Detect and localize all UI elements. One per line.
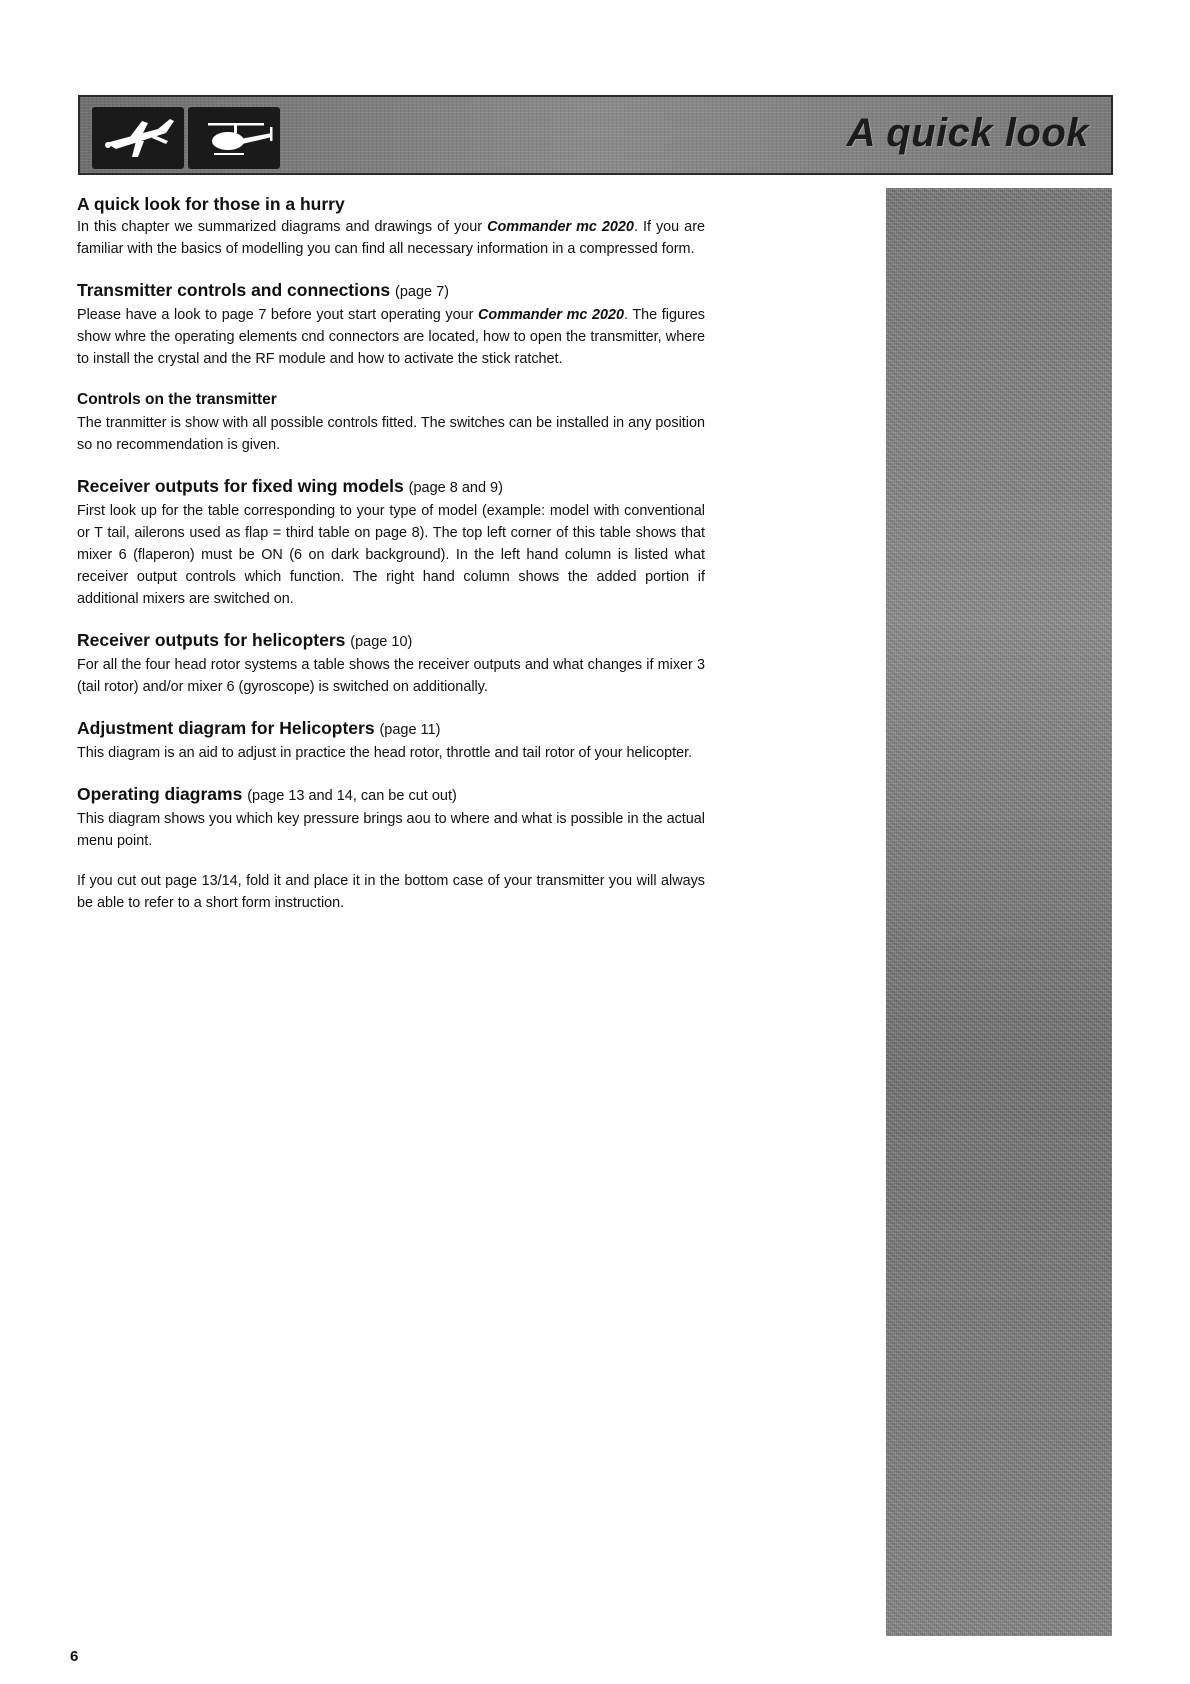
section-heading: Receiver outputs for helicopters (page 10): [77, 630, 413, 650]
decorative-side-strip: [886, 188, 1112, 1636]
section-heading: A quick look for those in a hurry: [77, 194, 345, 214]
section-heading: Operating diagrams (page 13 and 14, can be cut out): [77, 784, 457, 804]
chapter-title: A quick look: [846, 111, 1089, 155]
section-adjustment-diagram: [77, 716, 705, 764]
page-reference: (page 11): [379, 722, 441, 738]
section-paragraph: In this chapter we summarized diagrams and drawings of your Commander mc 2020. If you are familiar with the basics of modelling you can find all necessary information in a compressed form.: [77, 219, 705, 257]
section-quick-look: [77, 192, 705, 260]
section-heading: Controls on the transmitter: [77, 391, 277, 408]
page-reference: (page 7): [395, 284, 450, 300]
page-reference: (page 13 and 14, can be cut out): [247, 788, 457, 804]
section-paragraph: If you cut out page 13/14, fold it and place it in the bottom case of your transmitter you will always be able to refer to a short form instruction.: [77, 873, 705, 911]
chapter-header-bar: [78, 95, 1113, 175]
section-paragraph: First look up for the table corresponding to your type of model (example: model with conventional or T tail, ailerons used as flap = third table on page 8). The top left corner of this table shows that mixer 6 (flaperon) must be ON (6 on dark background). In the left hand column is listed what receiver output controls which function. The right hand column shows the added portion if additional mixers are switched on.: [77, 503, 705, 607]
section-heading: Adjustment diagram for Helicopters (page 11): [77, 718, 441, 738]
section-controls-on-transmitter: [77, 388, 705, 456]
main-content: [77, 192, 705, 932]
section-heading: Receiver outputs for fixed wing models (page 8 and 9): [77, 476, 503, 496]
section-heading: Transmitter controls and connections (page 7): [77, 280, 450, 300]
product-name: Commander mc 2020: [478, 307, 625, 323]
helicopter-icon: [188, 107, 280, 169]
section-paragraph: This diagram is an aid to adjust in practice the head rotor, throttle and tail rotor of your helicopter.: [77, 745, 693, 761]
section-receiver-fixed-wing: [77, 474, 705, 610]
section-paragraph: The tranmitter is show with all possible controls fitted. The switches can be installed in any position so no recommendation is given.: [77, 415, 705, 453]
section-receiver-helicopters: [77, 628, 705, 698]
section-operating-diagrams: [77, 782, 705, 914]
section-transmitter-controls: [77, 278, 705, 370]
section-paragraph: This diagram shows you which key pressure brings aou to where and what is possible in the actual menu point.: [77, 811, 705, 849]
section-paragraph: For all the four head rotor systems a table shows the receiver outputs and what changes if mixer 3 (tail rotor) and/or mixer 6 (gyroscope) is switched on additionally.: [77, 657, 705, 695]
airplane-icon: [92, 107, 184, 169]
product-name: Commander mc 2020: [487, 219, 634, 235]
page-reference: (page 10): [350, 634, 413, 650]
section-paragraph: Please have a look to page 7 before yout start operating your Commander mc 2020. The figures show whre the operating elements cnd connectors are located, how to open the transmitter, where to install the crystal and the RF module and how to activate the stick ratchet.: [77, 307, 705, 367]
page-number: 6: [70, 1648, 79, 1665]
page-reference: (page 8 and 9): [408, 480, 503, 496]
